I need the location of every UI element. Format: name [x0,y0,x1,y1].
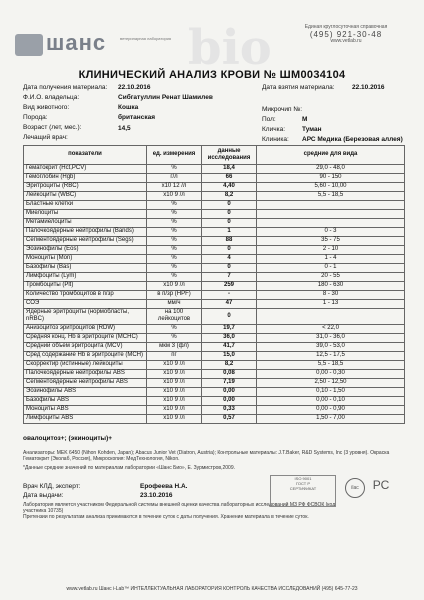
cell-units: х10 9 /л [147,378,202,387]
value-breed: британская [118,114,155,121]
cell-reference [257,309,405,325]
cell-result: 0 [202,264,257,273]
watermark-logo: bio [188,20,272,76]
cell-parameter: Лейкоциты (WBC) [24,192,147,201]
cell-parameter: Эозинофилы ABS [24,387,147,396]
table-row [24,369,405,378]
ilac-mark-icon: ilac [345,478,365,498]
cell-parameter: Лимфоциты (Lym) [24,273,147,282]
table-row [24,414,405,423]
report-title: КЛИНИЧЕСКИЙ АНАЛИЗ КРОВИ № ШМ0034104 [78,69,346,81]
table-row [24,165,405,174]
source-note: *Данные средние значений по материалам лаборатории «Шанс Био», Е. Зурмистров,2009. [23,465,235,471]
cell-reference: 0 - 3 [257,228,405,237]
label-owner: Ф.И.О. владельца: [23,94,80,101]
cell-parameter: Эритроциты (RBC) [24,183,147,192]
label-nickname: Кличка: [262,126,286,133]
cell-units: % [147,273,202,282]
lab-logo [15,28,175,58]
cell-parameter: Лимфоциты ABS [24,414,147,423]
cell-result: 19,7 [202,324,257,333]
label-sex: Пол: [262,116,276,123]
cell-result: 88 [202,237,257,246]
cell-units: х10 9 /л [147,387,202,396]
label-doctor: Лечащий врач: [23,134,68,141]
cell-parameter: Анизоцитоз эритроцитов (RDW) [24,324,147,333]
cell-units: % [147,219,202,228]
table-header-row [24,146,405,165]
website: www.vetlab.ru [330,38,362,44]
page-footer: www.vetlab.ru Шанс i-Lab™ ИНТЕЛЛЕКТУАЛЬНАЯ ЛАБОРАТОРИЯ КОНТРОЛЬ КАЧЕСТВА ИССЛЕДОВАНИЙ (495) 645-77-23 [66,586,358,592]
cell-units: на 100 лейкоцитов [147,309,202,325]
cell-reference: 39,0 - 53,0 [257,342,405,351]
cell-result: 0 [202,210,257,219]
cell-parameter: Гематокрит (Hct,PCV) [24,165,147,174]
claims-note: Претензии по результатам анализа принимаются в течение суток с даты получения. Хранение материала в течение суток. [23,514,309,520]
table-row [24,309,405,325]
cell-result: 0,33 [202,405,257,414]
fsvok-participation: Лаборатория является участником Федеральной системы внешней оценки качества лабораторных исследований МЗ РФ ФСВОК (код участника 10735) [23,502,336,514]
cell-units: в п/зр (HPF) [147,291,202,300]
cell-reference: 1 - 13 [257,300,405,309]
cell-reference: 5,5 - 18,5 [257,192,405,201]
header-contacts [276,24,416,45]
cell-parameter: Базофилы (Bas) [24,264,147,273]
cell-result: 4,40 [202,183,257,192]
cell-result: 4 [202,255,257,264]
cell-reference: 12,5 - 17,5 [257,351,405,360]
table-row [24,255,405,264]
cell-result: 66 [202,174,257,183]
cell-units: пг [147,351,202,360]
morphology-note: овалоцитоз+; (экиноциты)+ [23,435,113,442]
cell-units: х10 9 /л [147,360,202,369]
table-row [24,324,405,333]
cell-parameter: Палочкоядерные нейтрофилы ABS [24,369,147,378]
cell-result: 0 [202,219,257,228]
table-row [24,396,405,405]
cell-units: % [147,324,202,333]
table-row [24,237,405,246]
label-microchip: Микрочип №: [262,106,303,113]
cell-units: мм/ч [147,300,202,309]
cell-reference: 0 - 1 [257,264,405,273]
helpline-phone: (495) 921-30-48 [309,30,383,39]
table-row [24,192,405,201]
certification-mark-icon: РС [372,478,390,492]
cell-reference: 31,0 - 36,0 [257,333,405,342]
cell-units: % [147,333,202,342]
issue-date-value: 23.10.2016 [140,492,173,499]
cell-units: % [147,246,202,255]
cell-reference: 35 - 75 [257,237,405,246]
label-date-received: Дата получения материала: [23,84,108,91]
results-table [23,145,405,424]
value-date-taken: 22.10.2016 [352,84,385,91]
cell-reference: 0,00 - 0,90 [257,405,405,414]
cell-units: х10 9 /л [147,192,202,201]
logo-mark-icon [15,34,43,56]
cell-reference: 0,10 - 1,50 [257,387,405,396]
cell-reference [257,201,405,210]
cell-reference: 1 - 4 [257,255,405,264]
cell-result: 0,57 [202,414,257,423]
cell-reference [257,219,405,228]
cell-parameter: Скорректир (истинные) лейкоциты [24,360,147,369]
cell-units: % [147,201,202,210]
cell-parameter: СОЭ [24,300,147,309]
value-date-received: 22.10.2016 [118,84,151,91]
cell-units: % [147,165,202,174]
brand-subtitle: ветеринарная лаборатория [120,36,172,41]
cell-parameter: Бластные клетки [24,201,147,210]
cell-reference: 180 - 630 [257,282,405,291]
label-species: Вид животного: [23,104,70,111]
table-row [24,333,405,342]
value-species: Кошка [118,104,139,111]
cell-result: - [202,291,257,300]
cell-parameter: Гемоглобин (Hgb) [24,174,147,183]
cell-result: 0 [202,309,257,325]
table-row [24,264,405,273]
label-age: Возраст (лет, мес.): [23,124,82,131]
cell-reference: 5,5 - 18,5 [257,360,405,369]
table-row [24,228,405,237]
cell-units: мкм 3 (фл) [147,342,202,351]
results-body [24,165,405,424]
cell-units: х10 9 /л [147,282,202,291]
helpline-label: Единая круглосуточная справочная [304,24,388,30]
table-row [24,201,405,210]
cell-result: 0,00 [202,387,257,396]
cell-units: % [147,210,202,219]
cell-reference: 5,60 - 10,00 [257,183,405,192]
value-clinic: АРС Медика (Березовая аллея) [302,136,403,143]
cell-reference [257,210,405,219]
cell-result: 0 [202,246,257,255]
cell-reference: 8 - 30 [257,291,405,300]
label-breed: Порода: [23,114,48,121]
cell-parameter: Базофилы ABS [24,396,147,405]
cell-reference: 1,50 - 7,00 [257,414,405,423]
value-sex: М [302,116,308,123]
cell-units: х10 9 /л [147,405,202,414]
cell-parameter: Количество тромбоцитов в п/зр [24,291,147,300]
table-row [24,378,405,387]
col-header-parameter: показатели [24,146,147,165]
cell-units: % [147,237,202,246]
cell-reference: 0,00 - 0,10 [257,396,405,405]
table-row [24,210,405,219]
cell-parameter: Тромбоциты (Plt) [24,282,147,291]
table-row [24,219,405,228]
cell-units: х10 9 /л [147,414,202,423]
col-header-reference: средние для вида [257,146,405,165]
cell-parameter: Сегментоядерные нейтрофилы (Segs) [24,237,147,246]
table-row [24,291,405,300]
value-age: 14,5 [118,125,131,132]
table-row [24,183,405,192]
cell-reference: 90 - 150 [257,174,405,183]
cell-reference: 2 - 10 [257,246,405,255]
cell-parameter: Миелоциты [24,210,147,219]
col-header-units: ед. измерения [147,146,202,165]
cell-units: % [147,255,202,264]
cell-parameter: Палочкоядерные нейтрофилы (Bands) [24,228,147,237]
table-row [24,342,405,351]
cell-result: 0,00 [202,396,257,405]
cell-parameter: Сред содержание Hb в эритроците (MCH) [24,351,147,360]
cell-result: 36,0 [202,333,257,342]
label-date-taken: Дата взятия материала: [262,84,335,91]
value-nickname: Туман [302,126,322,133]
cell-units: х10 12 /л [147,183,202,192]
cell-units: % [147,228,202,237]
cell-parameter: Средний объем эритроцита (MCV) [24,342,147,351]
table-row [24,405,405,414]
table-row [24,300,405,309]
cell-parameter: Сегментоядерные нейтрофилы ABS [24,378,147,387]
cell-result: 18,4 [202,165,257,174]
cell-result: 8,2 [202,192,257,201]
cell-units: г/л [147,174,202,183]
cell-result: 15,0 [202,351,257,360]
cell-parameter: Ядерные эритроциты (нормобласты, nRBC) [24,309,147,325]
cell-reference: 0,00 - 0,30 [257,369,405,378]
cell-reference: < 22,0 [257,324,405,333]
cell-result: 0,08 [202,369,257,378]
cell-reference: 29,0 - 48,0 [257,165,405,174]
cell-result: 41,7 [202,342,257,351]
cell-reference: 2,50 - 12,50 [257,378,405,387]
cell-parameter: Средняя конц. Hb в эритроците (MCHC) [24,333,147,342]
cell-result: 259 [202,282,257,291]
table-row [24,351,405,360]
cell-result: 47 [202,300,257,309]
cell-parameter: Метамиелоциты [24,219,147,228]
value-owner: Сибгатуллин Ренат Шамилев [118,94,213,101]
signature-doctor-label: Врач КЛД, эксперт: [23,483,81,490]
cell-units: х10 9 /л [147,396,202,405]
cell-result: 7,19 [202,378,257,387]
table-row [24,360,405,369]
table-row [24,174,405,183]
table-row [24,246,405,255]
table-row [24,387,405,396]
col-header-result: данные исследования [202,146,257,165]
cell-parameter: Моноциты (Mon) [24,255,147,264]
analyzers-note: Анализаторы: MEK 6450 (Nihon Kohden, Japan); Abacus Junior Vet (Diatron, Austria); Контрольные материалы: J.T.Baker, R&D Systems, Inc (3 уровня). Окраска Гематокрит (Эколаб, Россия), Микроскопия: МедТехнология, Nikon. [23,450,390,462]
cell-result: 1 [202,228,257,237]
brand-name: шанс [46,30,107,55]
table-row [24,273,405,282]
cell-reference: 20 - 55 [257,273,405,282]
signature-doctor-name: Ерофеева Н.А. [140,483,188,490]
cell-result: 7 [202,273,257,282]
cell-parameter: Моноциты ABS [24,405,147,414]
table-row [24,282,405,291]
cell-result: 0 [202,201,257,210]
cell-units: % [147,264,202,273]
cell-parameter: Эозинофилы (Eos) [24,246,147,255]
cell-units: х10 9 /л [147,369,202,378]
cell-result: 8,2 [202,360,257,369]
iso-certification-stamp: ISO 9001 ГОСТ Р СЕРТИФИКАТ [270,475,336,507]
issue-date-label: Дата выдачи: [23,492,64,499]
label-clinic: Клиника: [262,136,289,143]
